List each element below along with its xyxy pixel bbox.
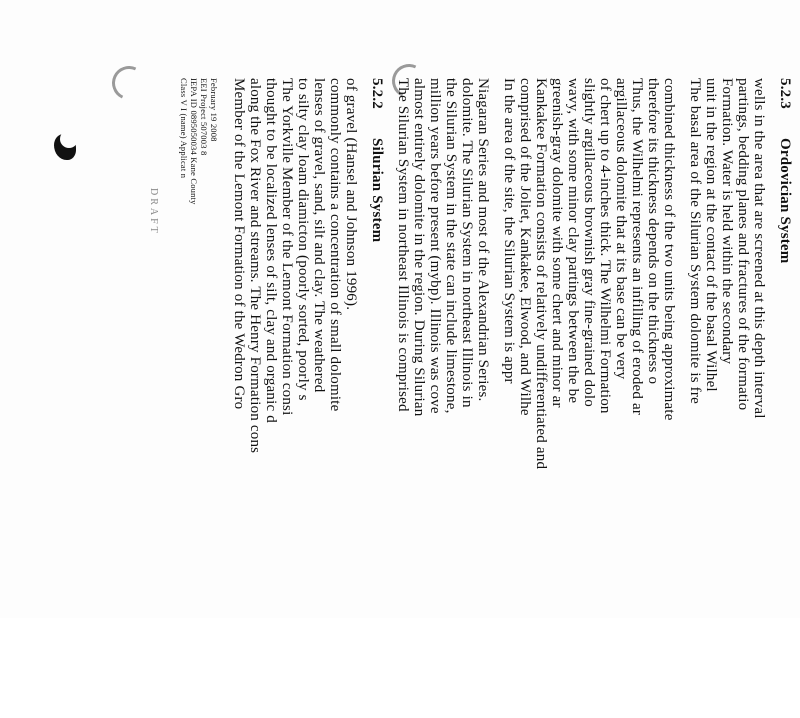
silurian-line: the Silurian System in the state can include limestone, <box>443 78 459 414</box>
silurian-line: comprised of the Joliet, Kankakee, Elwood, and Wilhe <box>517 78 533 416</box>
intro-line: thought to be localized lenses of silt, clay and organic d <box>263 78 279 423</box>
silurian-line: The basal area of the Silurian System dolomite is fre <box>687 78 703 404</box>
section-title: Ordovician System <box>777 138 793 264</box>
intro-line: lenses of gravel, sand, silt and clay. The weathered <box>311 78 327 393</box>
intro-line: Member of the Lemont Formation of the Wedron Gro <box>231 78 247 410</box>
silurian-line: argillaceous dolomite that at its base can be very <box>613 78 629 380</box>
silurian-line: greenish-gray dolomite with some chert and minor ar <box>549 78 565 408</box>
silurian-line: dolomite. The Silurian System in northeast Illinois in <box>459 78 475 408</box>
silurian-line: Kankakee Formation consists of relatively undifferentiated and <box>533 78 549 470</box>
silurian-line: therefore its thickness depends on the thickness o <box>645 78 661 385</box>
silurian-line: Thus, the Wilhelmi represents an infilling of eroded ar <box>629 78 645 416</box>
binder-tab-top <box>107 61 151 105</box>
header-line-3: EEI Project 507003 8 <box>199 78 209 156</box>
punch-hole <box>54 134 76 160</box>
header-line-1: Class V I (name) Applicat n <box>179 78 189 179</box>
rotated-text-block <box>147 78 797 718</box>
section-title: Silurian System <box>369 138 385 243</box>
section-number: 5.2.3 <box>777 78 793 109</box>
silurian-line: wells in the area that are screened at this depth interval <box>751 78 767 419</box>
intro-line: The Yorkville Member of the Lemont Formation consi <box>279 78 295 416</box>
silurian-line: wavy, with some minor clay partings between the be <box>565 78 581 404</box>
silurian-line: of chert up to 4-inches thick. The Wilhelmi Formation <box>597 78 613 414</box>
silurian-line: million years before present (mybp). Illinois was cove <box>427 78 443 414</box>
silurian-line: unit in the region at the contact of the basal Wilhel <box>703 78 719 392</box>
watermark: DRAFT <box>148 188 159 236</box>
section-number: 5.2.2 <box>369 78 385 109</box>
silurian-line: Formation. Water is held within the secondary <box>719 78 735 365</box>
silurian-line: combined thickness of the two units being approximate <box>661 78 677 421</box>
silurian-line: The Silurian System in northeast Illinois is comprised <box>395 78 411 412</box>
silurian-line: partings, bedding planes and fractures of the formatio <box>735 78 751 411</box>
header-line-4: February 19 2008 <box>209 78 219 142</box>
intro-line: of gravel (Hansel and Johnson 1996). <box>343 78 359 311</box>
header-line-2: IEPA ID 0895050034 Kane County <box>189 78 199 205</box>
silurian-line: slightly argillaceous brownish gray fine-grained dolo <box>581 78 597 407</box>
silurian-line: In the area of the site, the Silurian System is appr <box>501 78 517 384</box>
silurian-line: Niagaran Series and most of the Alexandrian Series. <box>475 78 491 402</box>
intro-line: to silty clay loam diamicton (poorly sorted, poorly s <box>295 78 311 401</box>
silurian-line: almost entirely dolomite in the region. During Silurian <box>411 78 427 417</box>
intro-line: along the Fox River and streams. The Henry Formation cons <box>247 78 263 454</box>
intro-line: commonly contains a concentration of small dolomite <box>327 78 343 412</box>
